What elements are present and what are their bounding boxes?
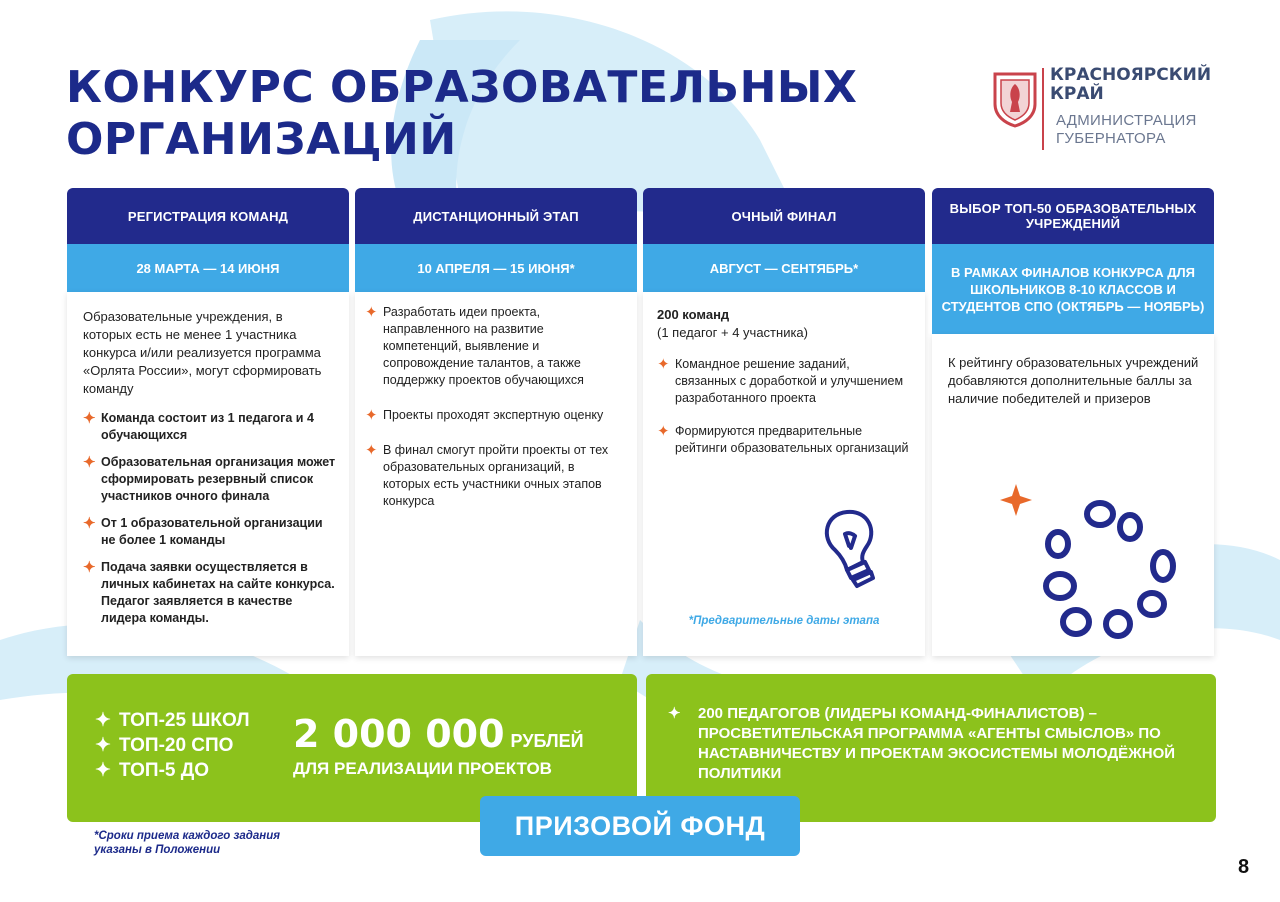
logo-divider xyxy=(1042,68,1044,150)
star-bullet-icon: ✦ xyxy=(365,442,378,459)
star-bullet-icon: ✦ xyxy=(83,515,96,532)
amount-currency: РУБЛЕЙ xyxy=(510,731,584,751)
list-item: ✦ Проекты проходят экспертную оценку xyxy=(365,407,604,424)
star-bullet-icon: ✦ xyxy=(95,710,111,731)
star-bullet-icon: ✦ xyxy=(83,559,96,576)
list-item: ✦ Команда состоит из 1 педагога и 4 обучающихся xyxy=(83,410,314,442)
stage-body xyxy=(932,334,1214,656)
stage-dates: 28 МАРТА — 14 ИЮНЯ xyxy=(67,244,349,292)
stage-intro: К рейтингу образовательных учреждений добавляются дополнительные баллы за наличие победителей и призеров xyxy=(948,355,1199,406)
list-item: ✦ Формируются предварительные рейтинги образовательных организаций xyxy=(657,423,909,455)
star-bullet-icon: ✦ xyxy=(365,407,378,424)
stage-header: ВЫБОР ТОП-50 ОБРАЗОВАТЕЛЬНЫХ УЧРЕЖДЕНИЙ xyxy=(932,188,1214,244)
list-item: ✦ ТОП-5 ДО xyxy=(95,760,210,781)
page-title xyxy=(66,62,857,166)
stage-body xyxy=(643,292,925,656)
star-bullet-icon: ✦ xyxy=(83,410,96,427)
stage-body xyxy=(355,292,637,656)
coat-of-arms-icon xyxy=(992,70,1038,128)
teams-count: 200 команд xyxy=(657,307,730,322)
list-item: ✦ ТОП-20 СПО xyxy=(95,735,234,756)
stage-header: РЕГИСТРАЦИЯ КОМАНД xyxy=(67,188,349,244)
teachers-prize xyxy=(668,704,1196,784)
stage-header: ДИСТАНЦИОННЫЙ ЭТАП xyxy=(355,188,637,244)
list-item: ✦ Разработать идеи проекта, направленного на развитие компетенций, выявление и сопровождение талантов, а также поддержку проектов обучающихся xyxy=(365,304,584,387)
top-list xyxy=(95,708,250,783)
title-line-2: ОРГАНИЗАЦИЙ xyxy=(66,114,457,165)
krasnoyarsk-logo xyxy=(992,66,1222,156)
star-bullet-icon: ✦ xyxy=(95,735,111,756)
stage-card-remote xyxy=(355,188,637,656)
list-item: ✦ ТОП-25 ШКОЛ xyxy=(95,710,250,731)
star-bullet-icon: ✦ xyxy=(657,356,670,373)
list-item: ✦ Подача заявки осуществляется в личных кабинетах на сайте конкурса. Педагог заявляется в качестве лидера команды. xyxy=(83,559,335,625)
amount-purpose: ДЛЯ РЕАЛИЗАЦИИ ПРОЕКТОВ xyxy=(293,759,552,778)
stage-card-final xyxy=(643,188,925,656)
star-bullet-icon: ✦ xyxy=(83,454,96,471)
stage-body xyxy=(67,292,349,656)
deadline-footnote: *Сроки приема каждого задания указаны в Положении xyxy=(94,830,280,856)
lightbulb-icon xyxy=(815,506,895,596)
stage-dates: 10 АПРЕЛЯ — 15 ИЮНЯ* xyxy=(355,244,637,292)
amount-value: 2 000 000 xyxy=(293,712,505,756)
list-item: ✦ Командное решение заданий, связанных с доработкой и улучшением разработанного проекта xyxy=(657,356,904,405)
star-bullet-icon: ✦ xyxy=(365,304,378,321)
page-number: 8 xyxy=(1238,856,1250,878)
star-bullet-icon: ✦ xyxy=(668,705,681,722)
title-line-1: КОНКУРС ОБРАЗОВАТЕЛЬНЫХ xyxy=(66,62,858,113)
stage-note: *Предварительные даты этапа xyxy=(688,615,880,627)
stage-dates: В РАМКАХ ФИНАЛОВ КОНКУРСА ДЛЯ ШКОЛЬНИКОВ 8-10 КЛАССОВ И СТУДЕНТОВ СПО (ОКТЯБРЬ — НОЯБРЬ) xyxy=(932,244,1214,334)
stage-intro: Образовательные учреждения, в которых есть не менее 1 участника конкурса и/или реализуется программа «Орлята России», могут сформировать команду xyxy=(83,309,322,396)
logo-region-name: КРАСНОЯРСКИЙ КРАЙ xyxy=(1050,65,1212,104)
list-item: ✦ Образовательная организация может сформировать резервный список участников очного финала xyxy=(83,454,336,503)
star-bullet-icon: ✦ xyxy=(95,760,111,781)
logo-admin-name: АДМИНИСТРАЦИЯ ГУБЕРНАТОРА xyxy=(1056,112,1197,147)
stage-dates: АВГУСТ — СЕНТЯБРЬ* xyxy=(643,244,925,292)
star-bullet-icon: ✦ xyxy=(657,423,670,440)
teams-composition: (1 педагог + 4 участника) xyxy=(657,325,808,340)
list-item: ✦ В финал смогут пройти проекты от тех образовательных организаций, в которых есть участники очных этапов конкурса xyxy=(365,442,609,508)
stage-header: ОЧНЫЙ ФИНАЛ xyxy=(643,188,925,244)
teachers-prize-text: 200 ПЕДАГОГОВ (ЛИДЕРЫ КОМАНД-ФИНАЛИСТОВ) – ПРОСВЕТИТЕЛЬСКАЯ ПРОГРАММА «АГЕНТЫ СМЫСЛОВ» ПО НАСТАВНИЧЕСТВУ И ПРОЕКТАМ ЭКОСИСТЕМЫ МОЛОДЁЖНОЙ ПОЛИТИКИ xyxy=(698,705,1176,782)
list-item: ✦ От 1 образовательной организации не более 1 команды xyxy=(83,515,323,547)
star-ring-icon xyxy=(990,474,1210,644)
prize-amount xyxy=(293,714,584,780)
stage-card-top50 xyxy=(932,188,1214,656)
prize-fund-badge: ПРИЗОВОЙ ФОНД xyxy=(480,796,800,856)
stage-card-registration xyxy=(67,188,349,656)
